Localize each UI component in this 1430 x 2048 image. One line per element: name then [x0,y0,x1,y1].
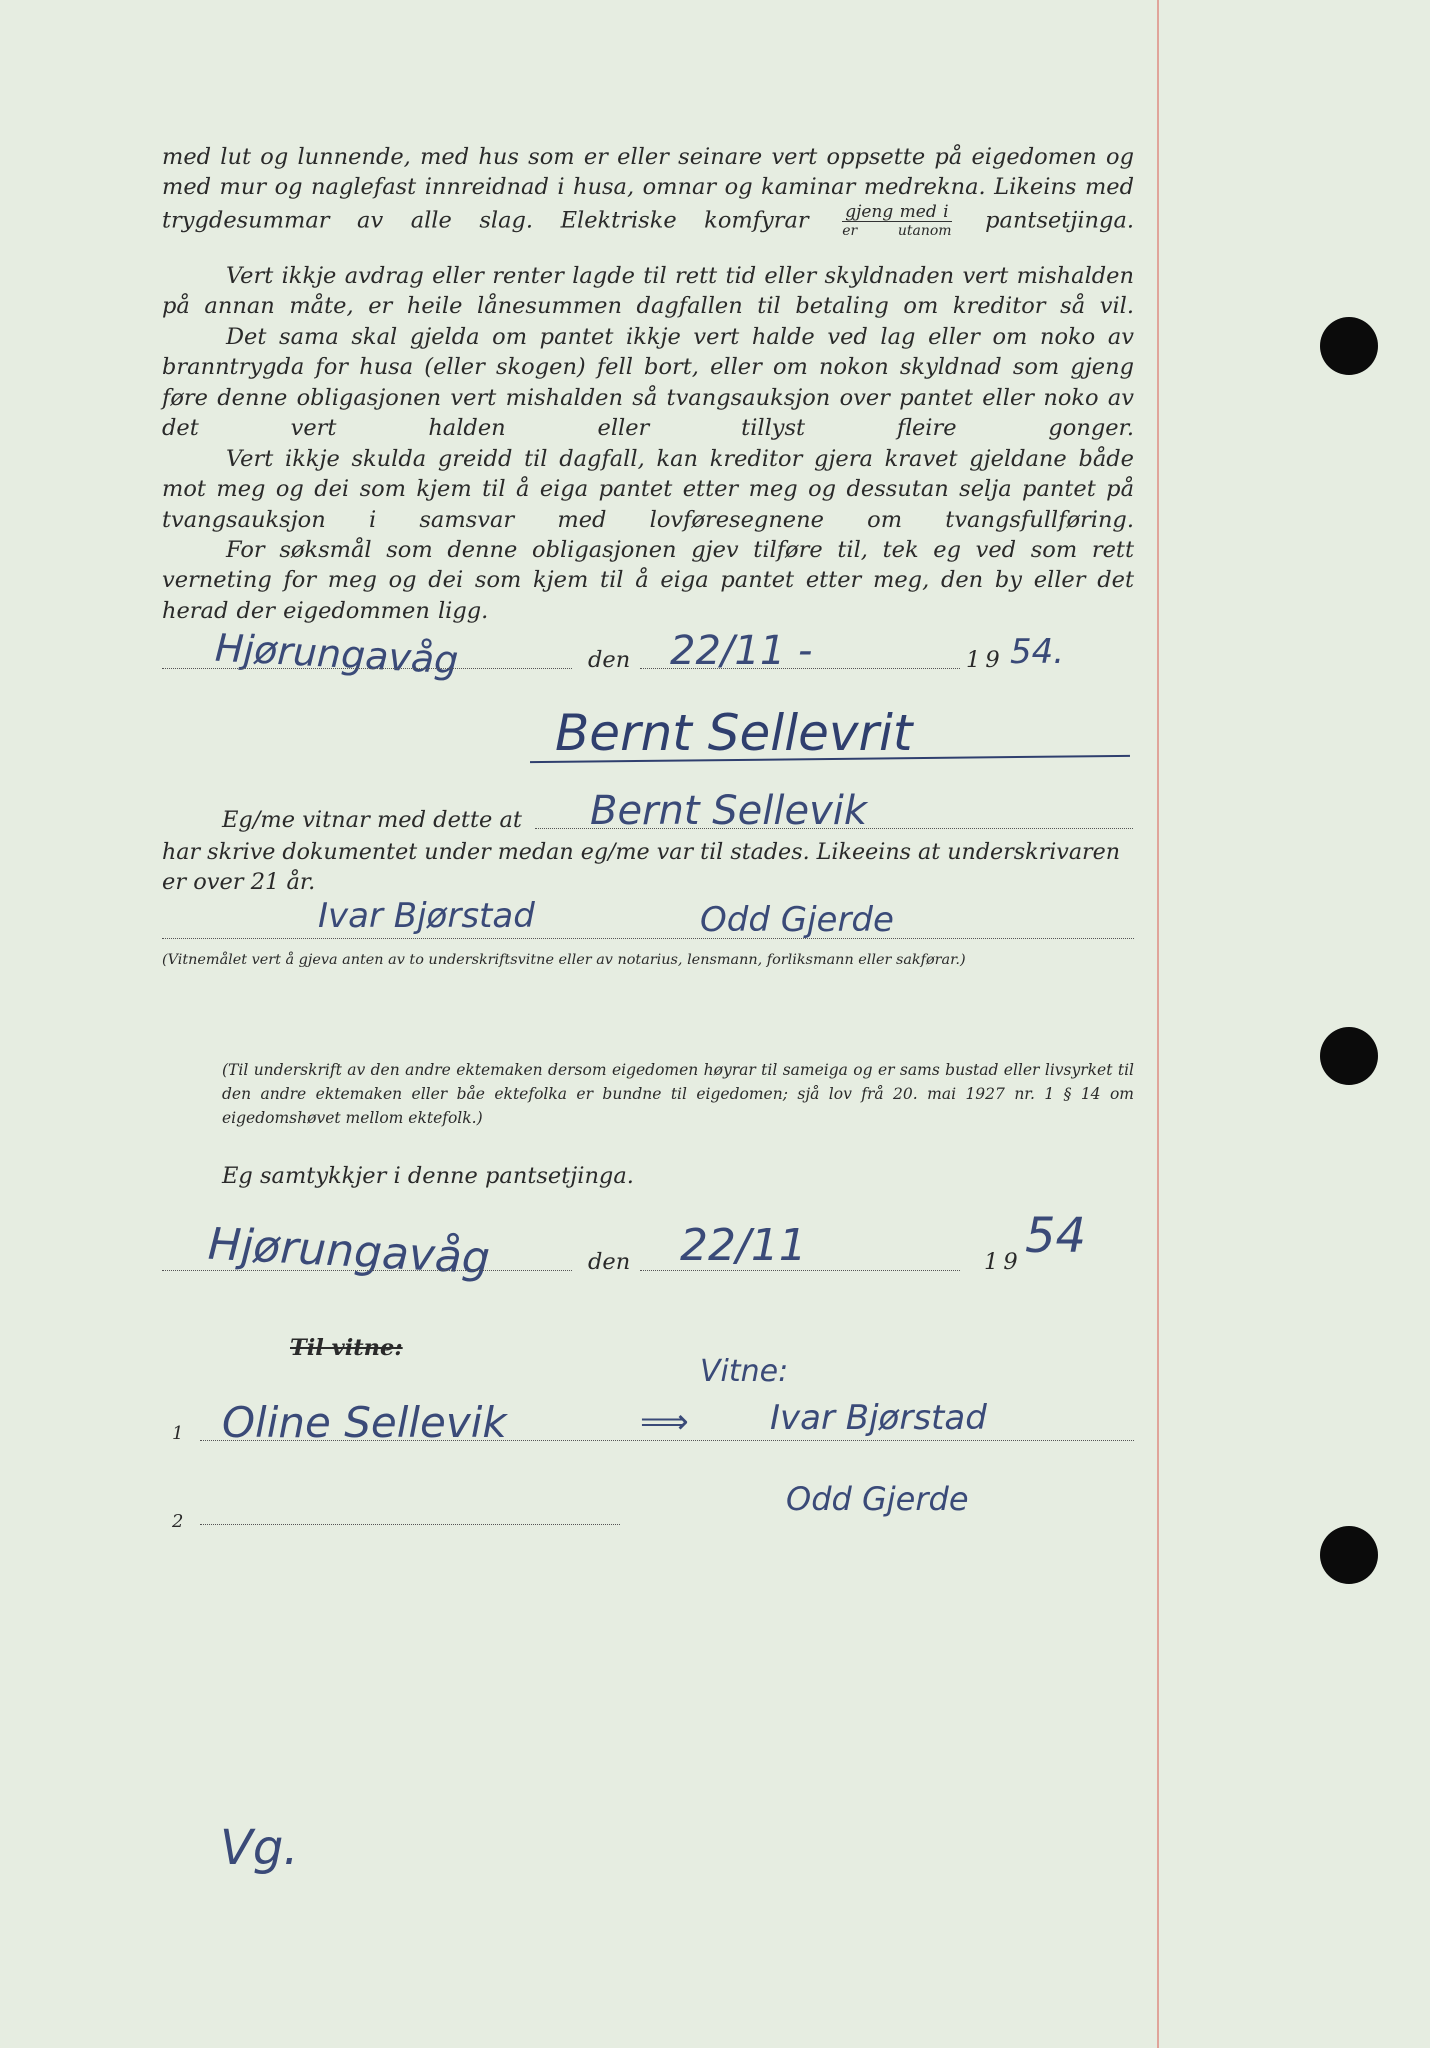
witness-sign-line [162,938,1134,939]
date-handwritten: 22/11 - [670,628,813,674]
year-2-handwritten: 54 [1025,1208,1087,1264]
fraction-bottom: er utanom [842,222,952,239]
place-2-handwritten: Hjørungavåg [206,1218,492,1285]
date-2-handwritten: 22/11 [680,1220,807,1271]
vitne-handwritten: Vitne: [700,1354,789,1389]
row-1-number: 1 [172,1423,184,1444]
initials-handwritten: Vg. [220,1820,299,1876]
spouse-note: (Til underskrift av den andre ektemaken dersom eigedomen høyrar til sameiga og er sams bustad eller livsyrket til den andre ektemaken eller båe ektefolka er bundne til eigedomen; sjå lov frå 20. mai 1927 nr. 1 § 14 om eigedomshøvet mellom ektefolk.) [222,1061,1134,1127]
witness-text-2: er over 21 år. [162,869,316,895]
arrow-icon: ⟹ [640,1402,689,1442]
year-handwritten: 54. [1010,632,1065,672]
fraction-top: gjeng med i [842,203,951,222]
paragraph-2: Vert ikkje avdrag eller renter lagde til rett tid eller skyldnaden vert mishalden på annan måte, er heile lånesummen dagfallen til betaling om kreditor så vil. [162,263,1134,320]
paragraph-4: Vert ikkje skulda greidd til dagfall, kan kreditor gjera kravet gjeldane både mot meg og dei som kjem til å eiga pantet etter meg og dessutan selja pantet på tvangsauksjon i samsvar med lovføresegnene om tvangsfullføring. [162,446,1134,533]
fraction [842,203,951,240]
witness-signature-2: Odd Gjerde [700,900,894,940]
punch-hole-icon [1320,1526,1378,1584]
spouse-signature: Oline Sellevik [222,1398,507,1447]
den-label: den [588,647,631,673]
date-line [640,668,960,669]
witness-signature-1: Ivar Bjørstad [318,896,535,936]
row-1-line [200,1440,1134,1441]
signature-handwritten: Bernt Sellevrit [555,704,913,762]
den-label-2: den [588,1249,631,1275]
witness-name-handwritten: Bernt Sellevik [590,788,868,834]
row-2-line [200,1524,620,1525]
paragraph-3: Det sama skal gjelda om pantet ikkje vert halde ved lag eller om noko av branntrygda for husa (eller skogen) fell bort, eller om nokon skyldnad som gjeng føre denne obligasjonen vert mishalden så tvangsauksjon over pantet eller noko av det vert halden eller tillyst fleire gonger. [162,324,1134,442]
consent-text: Eg samtykkjer i denne pantsetjinga. [222,1163,634,1189]
paragraph-1-end: pantsetjinga. [985,207,1135,234]
paragraph-5: For søksmål som denne obligasjonen gjev tilføre til, tek eg ved som rett verneting for meg og dei som kjem til å eiga pantet etter meg, den by eller det herad der eigedommen ligg. [162,537,1134,624]
witness-signature-3: Ivar Bjørstad [770,1398,987,1438]
witness-label: Eg/me vitnar med dette at [222,807,522,833]
row-2-number: 2 [172,1511,184,1532]
punch-hole-icon [1320,317,1378,375]
paragraph-1 [162,142,1134,240]
witness-text-1: har skrive dokumentet under medan eg/me var til stades. Likeeins at underskrivaren [162,839,1121,865]
margin-rule [1157,0,1159,2048]
date-2-line [640,1270,960,1271]
witness-signature-4: Odd Gjerde [786,1480,969,1518]
place-handwritten: Hjørungavåg [214,625,460,683]
witness-note: (Vitnemålet vert å gjeva anten av to underskriftsvitne eller av notarius, lensmann, forliksmann eller sakførar.) [162,952,966,968]
paragraph-1-text: med lut og lunnende, med hus som er eller seinare vert oppsette på eigedomen og med mur og naglefast innreidnad i husa, omnar og kaminar medrekna. Likeins med trygdesummar av alle slag. Elektriske komfyrar [162,144,1134,234]
year-prefix-2: 19 [984,1249,1023,1275]
witness-name-line [535,828,1133,829]
place-2-line [162,1270,572,1271]
year-prefix: 19 [966,647,1005,673]
punch-hole-icon [1320,1027,1378,1085]
til-vitne-label: Til vitne: [290,1335,403,1361]
place-line [162,668,572,669]
